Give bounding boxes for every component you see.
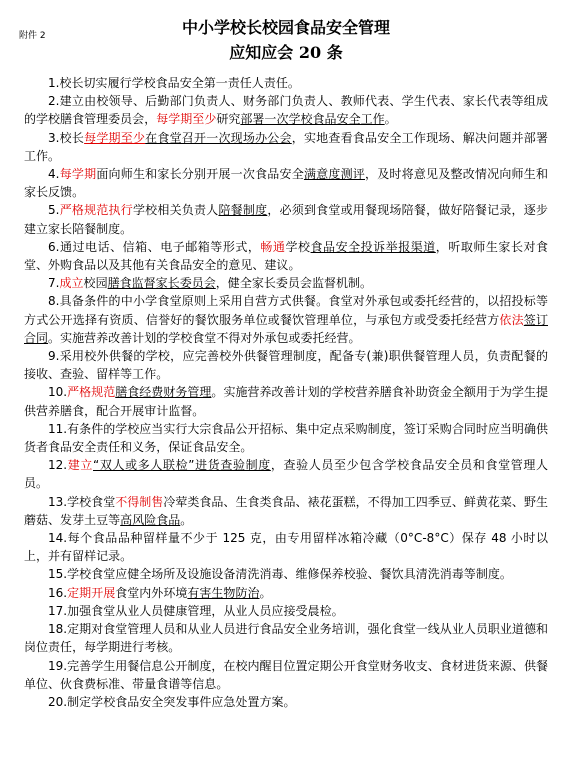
list-item	[24, 292, 548, 347]
underlined-text: 满意度测评	[303, 167, 365, 182]
list-item	[24, 74, 548, 92]
highlighted-text: 不得制售	[115, 494, 164, 509]
item-text: 5.	[48, 203, 60, 218]
highlighted-text: 每学期至少	[156, 112, 217, 127]
item-text: 。实施营养改善计划的学校营养膳食补助资金全额用于为学生提供营养膳食，配合开展审计监督。	[24, 385, 548, 418]
item-text: 9.采用校外供餐的学校，应完善校外供餐管理制度，配备专(兼)职供餐管理人员，负责配餐的接收、查验、留样等工作。	[24, 349, 548, 382]
underlined-text: 膳食经费财务管理	[115, 385, 212, 400]
item-text: ，听取师生家长对食堂、外购食品以及其他有关食品安全的意见、建议。	[24, 239, 549, 273]
item-text: 冷荤类食品、生食类食品、裱花蛋糕，不得加工四季豆、鲜黄花菜、野生蘑菇、发芽土豆等	[24, 494, 548, 527]
item-text: ，健全家长委员会监督机制。	[215, 276, 373, 291]
list-item	[24, 493, 548, 529]
highlighted-text: 每学期至少	[84, 130, 146, 145]
item-text: 。	[384, 112, 397, 127]
list-item	[24, 602, 548, 620]
document-body	[24, 74, 548, 711]
list-item	[24, 657, 548, 693]
list-item	[24, 129, 548, 165]
item-text: 。	[180, 512, 193, 527]
item-text: 1.校长切实履行学校食品安全第一责任人责任。	[48, 76, 300, 90]
highlighted-text: 每学期	[59, 167, 97, 182]
item-text: 。	[259, 585, 272, 600]
item-text: 面向师生和家长分别开展一次食品安全	[96, 167, 304, 182]
item-text: 4.	[48, 167, 60, 182]
item-text: 18.定期对食堂管理人员和从业人员进行食品安全业务培训，强化食堂一线从业人员职业道德和岗位责任，每学期进行考核。	[24, 622, 548, 655]
attachment-label: 附件 2	[19, 31, 46, 41]
list-item	[24, 456, 548, 492]
underlined-text: 陪餐制度	[218, 203, 268, 218]
item-text: 7.	[48, 276, 60, 291]
item-text: 6.通过电话、信箱、电子邮箱等形式，	[48, 239, 261, 254]
highlighted-text: 成立	[59, 276, 84, 291]
item-text: 学校相关负责人	[132, 203, 219, 218]
item-text: 3.校长	[48, 130, 85, 145]
item-text: 校园	[83, 276, 108, 291]
item-text: 学校	[285, 239, 311, 254]
item-text: ，必须到食堂或用餐现场陪餐，做好陪餐记录，逐步建立家长陪餐制度。	[24, 203, 548, 236]
list-item	[24, 529, 548, 565]
list-item	[24, 383, 548, 419]
item-text: 14.每个食品品种留样量不少于 125 克，由专用留样冰箱冷藏（0°C-8°C）保存 48 小时以上，并有留样记录。	[24, 531, 548, 564]
item-text: 16.	[48, 585, 68, 600]
underlined-text: 有害生物防治	[187, 585, 260, 600]
underlined-text: “双人或多人联检”进货查验制度	[93, 458, 271, 473]
list-item	[24, 201, 548, 237]
list-item	[24, 620, 548, 656]
underlined-text: 在食堂召开一次现场办公会	[145, 130, 292, 145]
item-text: 2.建立由校领导、后勤部门负责人、财务部门负责人、教师代表、学生代表、家长代表等组成的学校膳食管理委员会，	[24, 94, 548, 127]
underlined-text: 食品安全投诉举报渠道	[310, 239, 436, 254]
item-text: ，及时将意见及整改情况向师生和家长反馈。	[24, 167, 548, 200]
highlighted-text: 严格规范	[67, 385, 116, 400]
list-item	[24, 347, 548, 383]
item-text: 20.制定学校食品安全突发事件应急处置方案。	[48, 694, 296, 709]
item-text: ，查验人员至少包含学校食品安全员和食堂管理人员。	[24, 458, 548, 491]
list-item	[24, 420, 548, 456]
underlined-text: 签订合同	[24, 312, 548, 345]
item-text: 13.学校食堂	[48, 494, 116, 509]
item-text: 17.加强食堂从业人员健康管理，从业人员应接受晨检。	[48, 603, 344, 618]
item-text: 12.	[48, 458, 68, 473]
item-text: 8.具备条件的中小学食堂原则上采用自营方式供餐。食堂对外承包或委托经营的，以招投标等方式公开选择有资质、信誉好的餐饮服务单位或餐饮管理单位，与承包方或受委托经营方	[24, 294, 548, 327]
item-text: ，实地查看食品安全工作现场、解决问题并部署工作。	[24, 130, 548, 163]
highlighted-text: 建立	[67, 458, 94, 473]
highlighted-text: 依法	[499, 312, 524, 327]
item-text: 19.完善学生用餐信息公开制度，在校内醒目位置定期公开食堂财务收支、食材进货来源、供餐单位、伙食费标准、带量食谱等信息。	[24, 658, 548, 691]
list-item	[24, 92, 548, 128]
item-text: 11.有条件的学校应当实行大宗食品公开招标、集中定点采购制度，签订采购合同时应当明确供货者食品安全责任和义务，保证食品安全。	[24, 421, 548, 455]
list-item	[24, 165, 548, 201]
list-item	[24, 274, 548, 292]
item-text: 10.	[48, 385, 68, 400]
item-text: 15.学校食堂应健全场所及设施设备清洗消毒、维修保养校验、餐饮具清洗消毒等制度。	[48, 567, 512, 582]
list-item	[24, 693, 548, 711]
highlighted-text: 严格规范执行	[59, 203, 133, 218]
item-text: 。实施营养改善计划的学校食堂不得对外承包或委托经营。	[48, 330, 361, 345]
underlined-text: 膳食监督家长委员会	[107, 276, 216, 291]
list-item	[24, 565, 548, 583]
list-item	[24, 584, 548, 602]
document-title: 中小学校长校园食品安全管理	[181, 18, 390, 37]
underlined-text: 高风险食品	[120, 512, 181, 527]
highlighted-text: 定期开展	[67, 585, 116, 600]
highlighted-text: 畅通	[260, 239, 286, 254]
item-text: 研究	[216, 112, 241, 127]
underlined-text: 部署一次学校食品安全工作	[240, 112, 385, 127]
document-subtitle: 应知应会 20 条	[229, 43, 343, 62]
item-text: 食堂内外环境	[115, 585, 188, 600]
list-item	[24, 238, 548, 274]
